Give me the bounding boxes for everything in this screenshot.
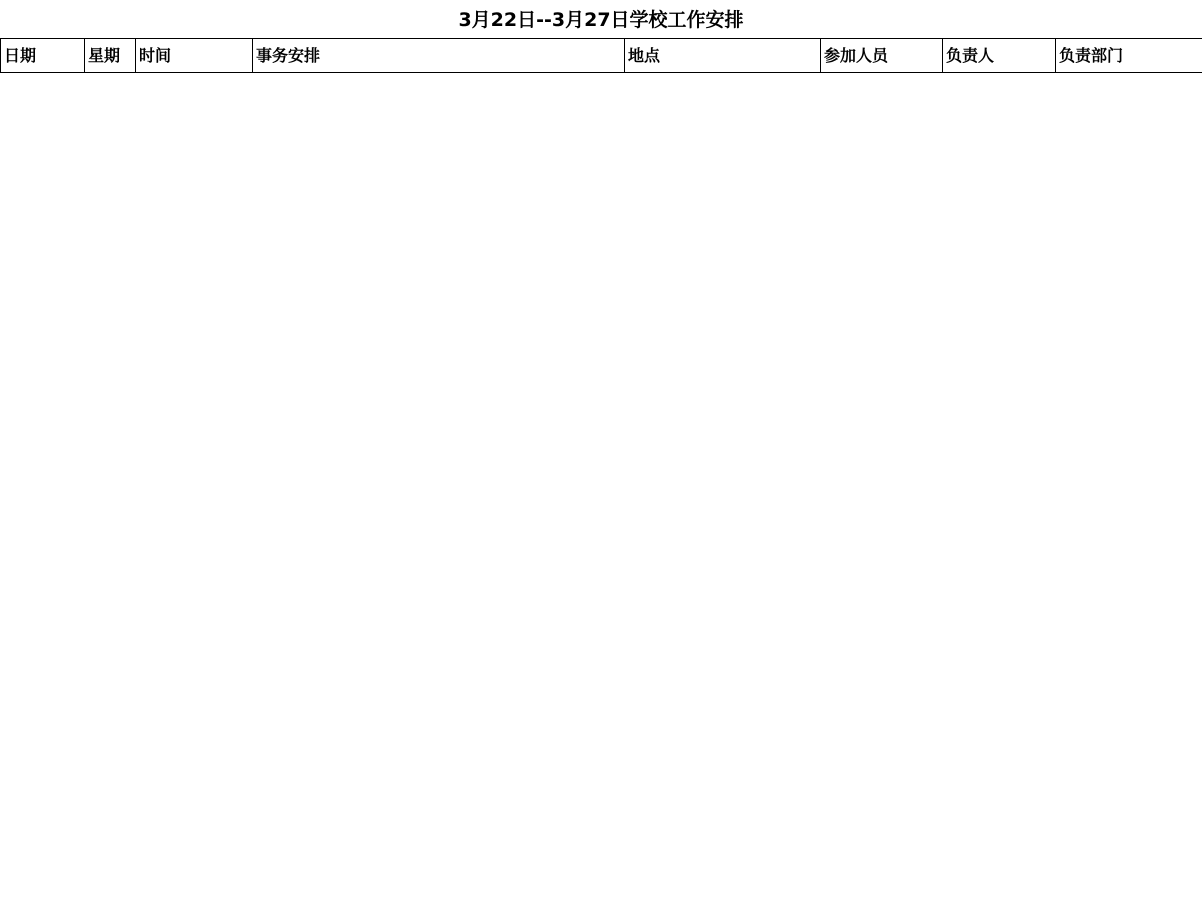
schedule-table xyxy=(0,38,1202,73)
header-weekday: 星期 xyxy=(85,39,136,73)
header-location: 地点 xyxy=(625,39,821,73)
header-time: 时间 xyxy=(136,39,253,73)
header-person: 负责人 xyxy=(943,39,1056,73)
header-task: 事务安排 xyxy=(253,39,625,73)
header-date: 日期 xyxy=(1,39,85,73)
page-title: 3月22日--3月27日学校工作安排 xyxy=(458,9,744,31)
header-dept: 负责部门 xyxy=(1056,39,1202,73)
header-participants: 参加人员 xyxy=(821,39,943,73)
header-row xyxy=(1,39,1202,73)
